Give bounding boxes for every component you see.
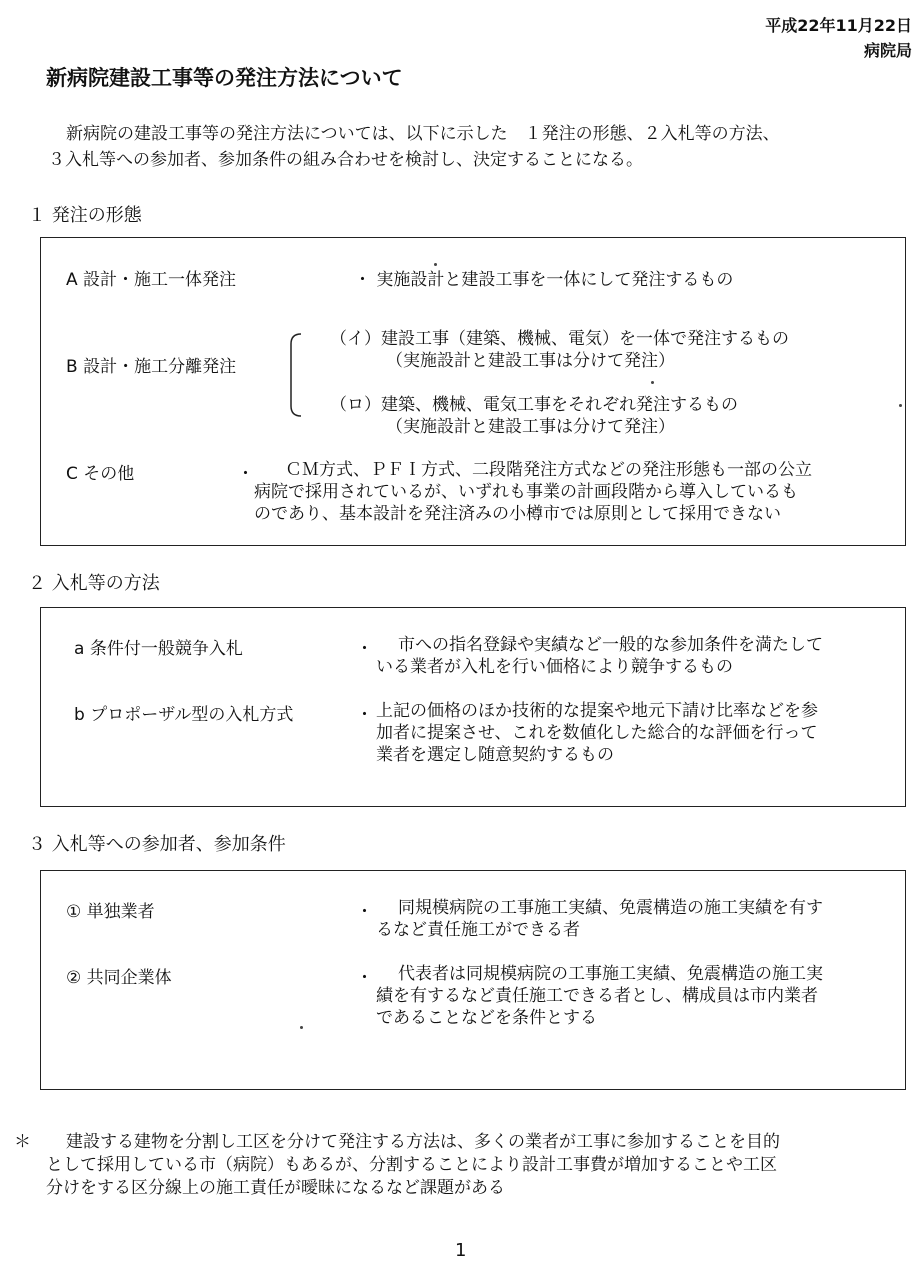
item-a-label: A 設計・施工一体発注 xyxy=(66,270,237,290)
item-b-sub1 xyxy=(330,328,789,372)
item-1-line: 同規模病院の工事施工実績、免震構造の施工実績を有す xyxy=(398,898,823,918)
page-number: 1 xyxy=(455,1240,467,1261)
intro-paragraph xyxy=(48,121,908,173)
item-b2-bullet: ・ xyxy=(356,705,373,725)
department-name: 病院局 xyxy=(863,41,912,60)
item-2-line: であることなどを条件とする xyxy=(376,1008,597,1028)
document-title: 新病院建設工事等の発注方法について xyxy=(46,66,403,90)
section-1-heading: １ 発注の形態 xyxy=(28,205,142,226)
section-1-box xyxy=(40,237,906,546)
item-b2-label: b プロポーザル型の入札方式 xyxy=(74,705,294,725)
scan-speck xyxy=(300,1026,303,1029)
item-b-sub2 xyxy=(330,394,738,438)
item-a2-text xyxy=(376,634,823,678)
item-a2-bullet: ・ xyxy=(356,639,373,659)
item-2-line: 代表者は同規模病院の工事施工実績、免震構造の施工実 xyxy=(398,964,823,984)
item-c-text xyxy=(254,459,812,525)
section-3-box xyxy=(40,870,906,1090)
item-c-bullet: ・ xyxy=(237,464,254,484)
document-date: 平成22年11月22日 xyxy=(765,16,912,35)
section-3-heading: ３ 入札等への参加者、参加条件 xyxy=(28,834,286,855)
item-1-text xyxy=(376,897,823,941)
item-a2-line: いる業者が入札を行い価格により競争するもの xyxy=(376,657,733,677)
item-2-bullet: ・ xyxy=(356,968,373,988)
item-b-label: B 設計・施工分離発注 xyxy=(66,357,237,377)
scan-speck xyxy=(434,263,437,266)
item-2-line: 績を有するなど責任施工できる者とし、構成員は市内業者 xyxy=(376,986,818,1006)
item-c-line: 病院で採用されているが、いずれも事業の計画段階から導入しているも xyxy=(254,482,798,502)
item-a-text: ・ 実施設計と建設工事を一体にして発注するもの xyxy=(354,270,734,290)
item-b2-line: 業者を選定し随意契約するもの xyxy=(376,745,614,765)
item-1-bullet: ・ xyxy=(356,902,373,922)
item-c-line: ＣＭ方式、ＰＦＩ方式、二段階発注方式などの発注形態も一部の公立 xyxy=(285,460,812,480)
item-b2-text xyxy=(376,700,818,766)
item-c-label: C その他 xyxy=(66,464,135,484)
item-1-line: るなど責任施工ができる者 xyxy=(376,920,580,940)
item-b-sub2-line1: （ロ）建築、機械、電気工事をそれぞれ発注するもの xyxy=(330,395,738,415)
brace-icon xyxy=(287,332,303,418)
scan-speck xyxy=(651,381,654,384)
item-a2-label: a 条件付一般競争入札 xyxy=(74,639,243,659)
item-c-line: のであり、基本設計を発注済みの小樽市では原則として採用できない xyxy=(254,504,781,524)
asterisk-icon: ＊ xyxy=(14,1132,31,1152)
intro-line: 新病院の建設工事等の発注方法については、以下に示した １発注の形態、２入札等の方法、 xyxy=(66,124,780,144)
item-2-label: ② 共同企業体 xyxy=(66,968,172,988)
intro-line: ３入札等への参加者、参加条件の組み合わせを検討し、決定することになる。 xyxy=(48,150,643,170)
footnote-line: 分けをする区分線上の施工責任が曖昧になるなど課題がある xyxy=(46,1178,505,1198)
footnote-text xyxy=(46,1131,780,1200)
item-b2-line: 加者に提案させ、これを数値化した総合的な評価を行って xyxy=(376,723,818,743)
item-a2-line: 市への指名登録や実績など一般的な参加条件を満たして xyxy=(398,635,823,655)
item-b2-line: 上記の価格のほか技術的な提案や地元下請け比率などを参 xyxy=(376,701,818,721)
footnote-line: として採用している市（病院）もあるが、分割することにより設計工事費が増加することや工区 xyxy=(46,1155,777,1175)
item-b-sub1-line1: （イ）建設工事（建築、機械、電気）を一体で発注するもの xyxy=(330,329,789,349)
item-1-label: ① 単独業者 xyxy=(66,902,155,922)
scan-speck xyxy=(899,404,902,407)
item-b-sub1-line2: （実施設計と建設工事は分けて発注） xyxy=(386,351,675,371)
item-2-text xyxy=(376,963,823,1029)
section-2-heading: ２ 入札等の方法 xyxy=(28,573,160,594)
footnote-line: 建設する建物を分割し工区を分けて発注する方法は、多くの業者が工事に参加することを目的 xyxy=(66,1132,780,1152)
item-b-sub2-line2: （実施設計と建設工事は分けて発注） xyxy=(386,417,675,437)
section-2-box xyxy=(40,607,906,807)
